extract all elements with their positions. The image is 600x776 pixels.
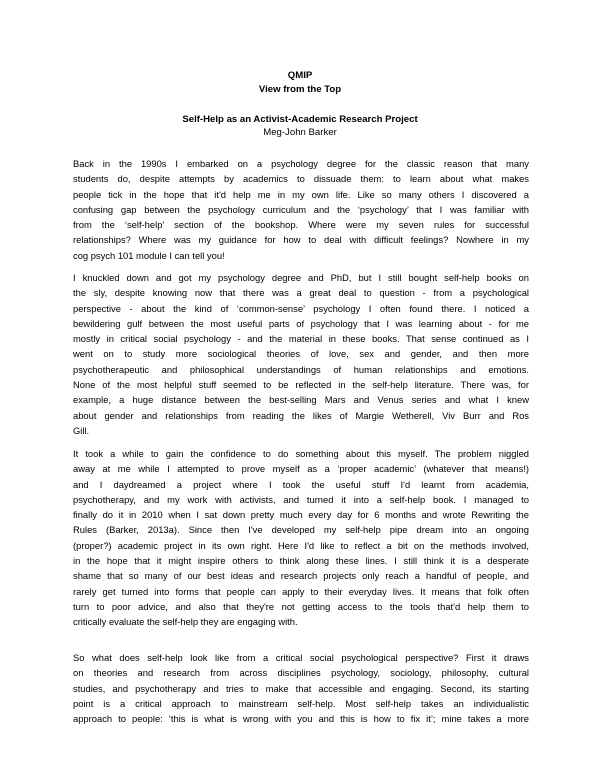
article-title: Self-Help as an Activist-Academic Research Project [182,114,418,125]
text-line: So what does self-help look like from a critical social psychological perspective? First it draws [73,652,529,663]
text-line: cog psych 101 module I can tell you! [73,249,225,261]
text-line: (proper?) academic project in its own right. Here I'd like to reflect a bit on the methods involved, [73,539,529,551]
text-line: psychotherapy, and my work with activists, and turned it into a self-help book. I managed to [73,493,529,505]
text-line: None of the most helpful stuff seemed to be reflected in the self-help literature. There was, for [73,379,529,391]
text-line: Rules (Barker, 2013a). Since then I've developed my self-help pipe dream into an ongoing [73,524,529,536]
text-line: rarely get turned into forms that people can apply to their everyday lives. It means that folk often [73,585,529,597]
paragraph-2 [73,270,529,438]
text-line: example, a huge distance between the best-selling Mars and Venus series and what I knew [73,394,529,406]
text-line: and I daydreamed a project where I took the useful stuff I'd learnt from academia, [73,478,529,490]
text-line: turn to poor advice, and also that they're not getting access to the tools that'd help them to [73,600,529,612]
paragraph-1 [73,156,529,263]
text-line: relationships? Where was my guidance for how to deal with difficult feelings? Nowhere in my [73,234,529,246]
paragraph-4 [73,650,529,726]
text-line: I knuckled down and got my psychology degree and PhD, but I still bought self-help books on [73,272,529,283]
text-line: the sly, despite knowing now that there was a great deal to question - from a psychological [73,287,529,299]
text-line: bewildering gulf between the most useful parts of psychology that I was learning about - for me [73,317,529,329]
text-line: Back in the 1990s I embarked on a psychology degree for the classic reason that many [73,158,529,169]
text-line: students do, despite attempts by academics to dissuade them: to learn about what makes [73,173,529,185]
paragraph-3 [73,446,529,630]
text-line: shame that so many of our best ideas and research projects only reach a handful of people, and [73,570,529,582]
text-line: confusing gap between the psychology curriculum and the ‘psychology’ that I was familiar with [73,203,529,215]
text-line: Gill. [73,424,90,436]
text-line: mostly in critical social psychology - and the material in these books. That sense continued as I [73,333,529,345]
text-line: It took a while to gain the confidence to do something about this myself. The problem niggled [73,448,529,459]
text-line: critically evaluate the self-help they are engaging with. [73,616,298,628]
text-line: perspective - about the kind of ‘common-sense’ psychology I often found there. I noticed a [73,302,529,314]
text-line: in the hope that it might inspire others to think along these lines. I still think it is a desperate [73,555,529,567]
text-line: about gender and relationships from reading the likes of Margie Wetherell, Viv Burr and Ros [73,409,529,421]
text-line: people tick in the hope that it'd help me in my own life. Like so many others I discovered a [73,188,529,200]
text-line: point is a critical approach to mainstream self-help. Most self-help takes an individualistic [73,697,529,709]
text-line: psychotherapeutic and philosophical understandings of human relationships and emotions. [73,363,529,375]
text-line: studies, and psychotherapy and tries to make that accessible and engaging. Second, its starting [73,682,529,694]
text-line: away at me while I attempted to prove myself as a ‘proper academic’ (whatever that means!) [73,463,529,475]
text-line: on theories and research from across disciplines psychology, sociology, philosophy, cultural [73,667,529,679]
section-heading: View from the Top [258,84,342,95]
author-name: Meg-John Barker [263,127,337,138]
text-line: finally do it in 2010 when I sat down pretty much every day for 6 months and wrote Rewriting the [73,509,529,521]
text-line: from the ‘self-help’ section of the bookshop. Where were my seven rules for successful [73,219,529,231]
org-heading: QMIP [287,70,313,81]
text-line: approach to people: ‘this is what is wrong with you and this is how to fix it’; mine takes a more [73,713,529,725]
text-line: went on to study more sociological theories of love, sex and gender, and then more [73,348,529,360]
